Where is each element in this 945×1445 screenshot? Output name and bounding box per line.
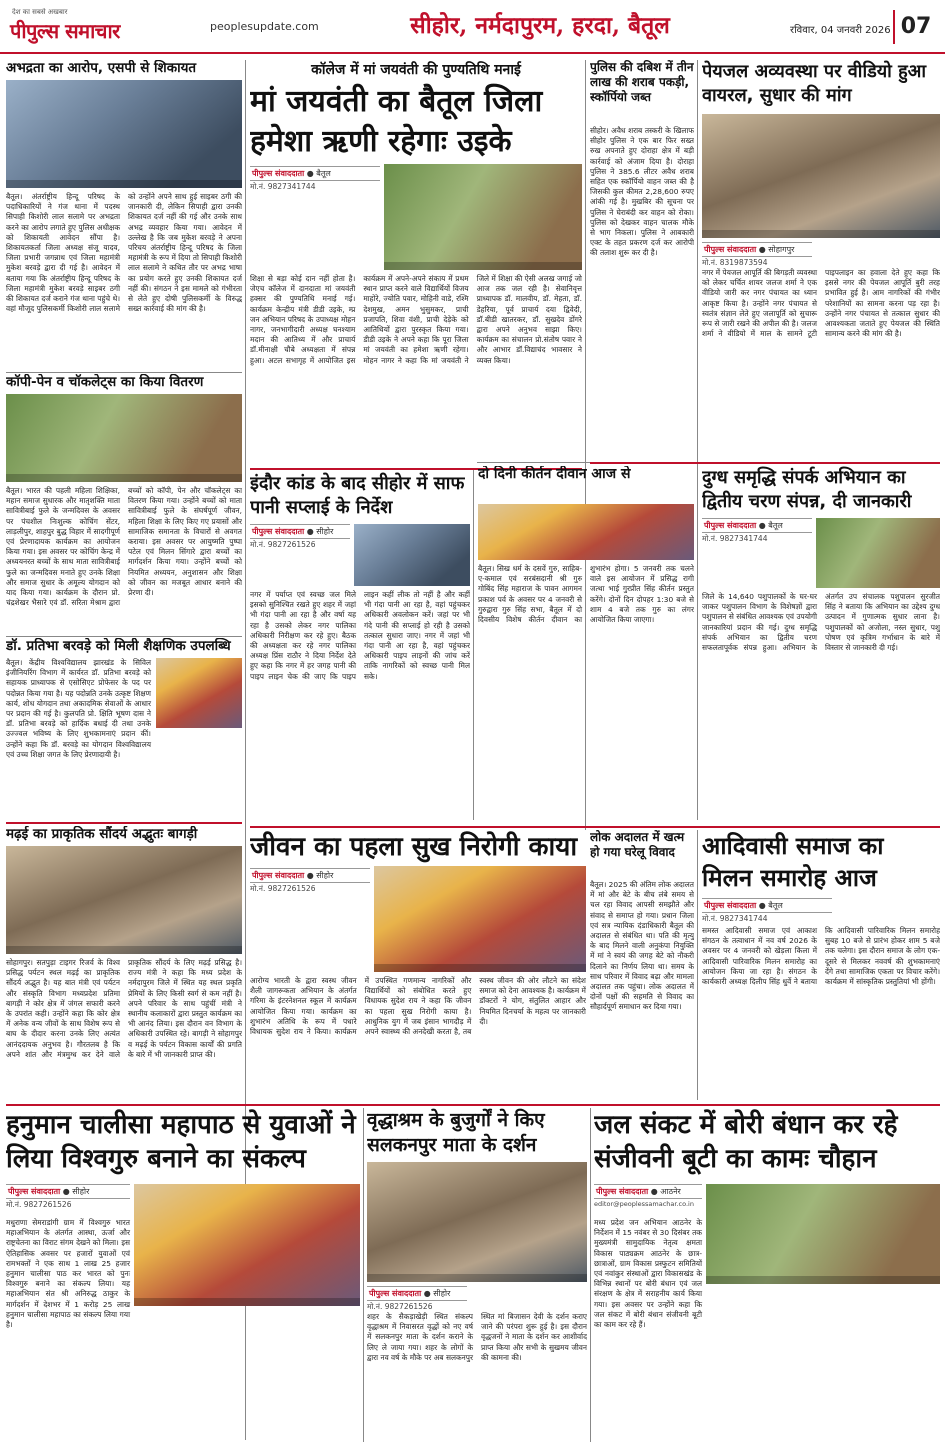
portrait-photo [156, 658, 242, 728]
story-old-age-home [367, 1108, 587, 1442]
byline-name: पीपुल्स संवाददाता [252, 527, 305, 536]
story-body: बैतूल। अंतर्राष्ट्रीय हिन्दू परिषद के पदाधिकारियों ने गंज थाना में पदस्थ सिपाही किशोरी लाल सलामे पर अभद्रता करने का आरोप लगाते हुए पुलिस अधीक्षक को शिकायती आवेदन सौंपा है। शिकायतकर्ता जिला अध्यक्ष संजू यादव, जिला प्रभारी जगन्नाथ एवं जिला महामंत्री मुकेश बरवड़े द्वारा दी गई है। आवेदन में बताया गया कि अंतर्राष्ट्रीय हिन्दू परिषद के जिला महामंत्री मुकेश बरवड़े साइबर ठगी की शिकायत दर्ज कराने गंज थाना पहुंचे थे। वहां मौजूद पुलिसकर्मी किशोरी लाल सलामे को उन्होंने अपने साथ हुई साइबर ठगी की जानकारी दी, लेकिन सिपाही द्वारा उनकी शिकायत दर्ज नहीं की गई और उनके साथ अभद्र व्यवहार किया गया। आवेदन में उल्लेख है कि जब मुकेश बरवड़े ने अपना परिचय अंतर्राष्ट्रीय हिन्दू परिषद के जिला महामंत्री के रूप में दिया तो सिपाही किशोरी लाल सलामे ने कथित तौर पर अभद्र भाषा का प्रयोग करते हुए उनकी शिकायत दर्ज नहीं की। संगठन ने इस मामले को गंभीरता से लेते हुए दोषी पुलिसकर्मी के विरुद्ध सख्त कार्रवाई की मांग की है। [6, 192, 242, 314]
byline: पीपुल्स संवाददाता ● सीहोर मो.नं. 9827261526 [250, 868, 370, 894]
ceremony-photo [384, 164, 582, 270]
story-sp-complaint [6, 60, 242, 370]
story-dr-pratibha [6, 638, 242, 822]
mobile-number: मो.नं. 9827261526 [250, 884, 316, 893]
byline: पीपुल्स संवाददाता ● बैतूल मो.नं. 9827341744 [702, 898, 832, 924]
story-water-video [702, 60, 940, 460]
region-title: सीहोर, नर्मदापुरम, हरदा, बैतूल [410, 12, 670, 39]
story-body: जिले के 14,640 पशुपालकों के घर-घर जाकर पशुपालन विभाग के विशेषज्ञों द्वारा पशुपालन से संबंधित आवश्यक एवं उपयोगी जानकारियां प्रदान की गई। दुग्ध समृद्धि संपर्क अभियान का द्वितीय चरण सफलतापूर्वक संपन्न हुआ। अभियान के अंतर्गत उप संचालक पशुपालन सुरजीत सिंह ने बताया कि अभियान का उद्देश्य दुग्ध उत्पादन में गुणात्मक सुधार लाना है। पशुपालकों को अजोला, नस्ल सुधार, पशु पोषण एवं कृत्रिम गर्भाधान के बारे में विस्तार से जानकारी दी गई। [702, 592, 940, 653]
mobile-number: मो.नं. 9827261526 [250, 540, 316, 549]
headline: इंदौर कांड के बाद सीहोर में साफ पानी सप्लाई के निर्देश [250, 473, 465, 518]
byline-name: पीपुल्स संवाददाता [369, 1289, 422, 1298]
issue-date: रविवार, 04 जनवरी 2026 [790, 25, 891, 36]
water-pipeline-photo [702, 114, 940, 238]
byline-name: पीपुल्स संवाददाता [252, 871, 305, 880]
gurudwara-photo [478, 504, 694, 560]
story-tribal [702, 830, 940, 1100]
story-copy-pen [6, 374, 242, 634]
headline: डॉ. प्रतिभा बरवड़े को मिली शैक्षणिक उपलब्धि [6, 638, 231, 654]
kicker: कॉलेज में मां जयवंती की पुण्यतिथि मनाई [311, 62, 521, 78]
byline: पीपुल्स संवाददाता ● सोहागपुर मो.नं. 8319873594 [702, 242, 812, 268]
byline: पीपुल्स संवाददाता ● सीहोर मो.नं. 9827261526 [250, 524, 350, 550]
story-body: सीहोर। अवैध शराब तस्करी के खिलाफ सीहोर पुलिस ने एक बार फिर सख्त रुख अपनाते हुए दोराहा क्षेत्र में बड़ी कार्रवाई को अंजाम दिया है। दोराहा पुलिस ने 385.6 लीटर अवैध शराब सहित एक स्कॉर्पियो वाहन जब्त की है जिसकी कुल कीमत 2,28,600 रुपए आंकी गई है। मुखबिर की सूचना पर पुलिस ने घेराबंदी कर वाहन को रोका। पुलिस को देखकर वाहन चालक मौके से भाग निकला। पुलिस ने आबकारी एक्ट के तहत प्रकरण दर्ज कर आरोपी की तलाश शुरू कर दी है। [590, 126, 694, 258]
contact-email: editor@peoplessamachar.co.in [594, 1200, 694, 1208]
byline-name: पीपुल्स संवाददाता [8, 1187, 61, 1196]
byline-place: बैतूल [316, 169, 331, 178]
byline: पीपुल्स संवाददाता ● बैतूल मो.नं. 9827341744 [250, 166, 380, 192]
story-body: बैतूल। केंद्रीय विश्वविद्यालय झारखंड के सिविल इंजीनियरिंग विभाग में कार्यरत डॉ. प्रतिभा बरवड़े को सहायक प्राध्यापक से एसोसिएट प्रोफेसर के पद पर पदोन्नत किया गया है। यह पदोन्नति उनके उत्कृष्ट शिक्षण कार्य, शोध योगदान तथा अकादमिक सेवाओं के आधार पर प्रदान की गई है। कुलपति प्रो. क्षिति भूषण दास ने डॉ. प्रतिभा बरवड़े को हार्दिक बधाई दी तथा उनके उज्ज्वल भविष्य के लिए शुभकामनाएं प्रदान कीं। उन्होंने कहा कि डॉ. बरवड़े का योगदान विश्वविद्यालय एवं उच्च शिक्षा जगत के लिए प्रेरणादायी है। [6, 658, 151, 759]
headline: अभद्रता का आरोप, एसपी से शिकायत [6, 60, 197, 76]
mobile-number: मो.नं. 9827341744 [702, 534, 768, 543]
headline: मढ़ई का प्राकृतिक सौंदर्य अद्भुतः बागड़ी [6, 826, 198, 842]
cattle-photo [816, 518, 940, 588]
mobile-number: मो.नं. 9827261526 [367, 1302, 433, 1311]
website-link[interactable]: peoplesupdate.com [210, 20, 319, 33]
byline-name: पीपुल्स संवाददाता [704, 901, 757, 910]
byline-place: बैतूल [768, 521, 783, 530]
headline: आदिवासी समाज का मिलन समारोह आज [702, 831, 884, 892]
story-dairy [702, 466, 940, 820]
byline-place: सीहोर [316, 871, 334, 880]
byline: पीपुल्स संवाददाता ● सीहोर मो.नं. 9827261526 [367, 1286, 467, 1312]
byline-place: आठनेर [660, 1187, 681, 1196]
story-body: आरोग्य भारती के द्वारा स्वस्थ जीवन शैली जागरूकता अभियान के अंतर्गत गरिमा के इंटरनेशनल स्कूल में कार्यक्रम आयोजित किया गया। कार्यक्रम का शुभारंभ अतिथि के रूप में पधारे विधायक सुदेश राय ने किया। कार्यक्रम में उपस्थित गणमान्य नागरिकों और विद्यार्थियों को संबोधित करते हुए विधायक सुदेश राय ने कहा कि जीवन का पहला सुख निरोगी काया है। आधुनिक युग में जब इंसान भागदौड़ में अपने स्वास्थ्य की अनदेखी करता है, तब स्वस्थ जीवन की ओर लौटने का संदेश समाज को देना आवश्यक है। कार्यक्रम में डॉक्टरों ने योग, संतुलित आहार और नियमित दिनचर्या के महत्व पर जानकारी दी। [250, 976, 586, 1037]
byline: पीपुल्स संवाददाता ● आठनेर editor@peoplessamachar.co.in [594, 1184, 702, 1208]
volunteers-photo [706, 1184, 940, 1284]
meeting-photo [354, 524, 470, 586]
story-body: सोहागपुर। सतपुड़ा टाइगर रिजर्व के विश्व प्रसिद्ध पर्यटन स्थल मढ़ई का प्राकृतिक सौंदर्य अद्भुत है। यह बात मंत्री एवं पर्यटन और संस्कृति विभाग मध्यप्रदेश प्रतिमा बागड़ी ने कोर क्षेत्र में जंगल सफारी करने के उपरांत कही। उन्होंने कहा कि कोर क्षेत्र में अनेक वन्य जीवों के साथ विशेष रूप से बाघ के दीदार करना उनके लिए अत्यंत आनंददायक अनुभव है। गौरतलब है कि अपने शांत और मंत्रमुग्ध कर देने वाले प्राकृतिक सौंदर्य के लिए मढ़ई प्रसिद्ध है। राज्य मंत्री ने कहा कि मध्य प्रदेश के नर्मदापुरम जिले में स्थित यह स्थल प्रकृति प्रेमियों के लिए किसी स्वर्ग से कम नहीं है। अपने परिवार के साथ पहुंचीं मंत्री ने स्थानीय कलाकारों द्वारा प्रस्तुत कार्यक्रम का भी आनंद लिया। इस दौरान वन विभाग के अधिकारी उपस्थित रहे। बागड़ी ने सोहागपुर व मढ़ई के पर्यटन विकास कार्यों की प्रगति के बारे में भी जानकारी प्राप्त की। [6, 958, 242, 1059]
headline: मां जयवंती का बैतूल जिला हमेशा ऋणी रहेगाः उइके [250, 84, 543, 159]
byline-name: पीपुल्स संवाददाता [704, 245, 757, 254]
headline: लोक अदालत में खत्म हो गया घरेलू विवाद [590, 830, 685, 859]
mobile-number: मो.नं. 8319873594 [702, 258, 768, 267]
story-jayvanti [250, 60, 582, 468]
story-body: मधुराणा सेमराडांगी ग्राम में विश्वगुरु भारत महाअभियान के अंतर्गत आस्था, ऊर्जा और राष्ट्रचेतना का विराट संगम देखने को मिला। इस ऐतिहासिक अवसर पर हजारों युवाओं एवं रामभक्तों ने एक साथ 1 लाख 25 हजार हनुमान चालीसा पाठ कर भारत को पुनः विश्वगुरु बनाने का संकल्प लिया। यह महाअभियान संत श्री अनिरुद्ध ठाकुर के मार्गदर्शन में देशभर में 1 करोड़ 25 लाख हनुमान चालीसा महापाठ का संकल्प लिया गया है। [6, 1218, 130, 1330]
byline-name: पीपुल्स संवाददाता [596, 1187, 649, 1196]
logo-tagline: देश का सबसे अखबार [12, 8, 68, 16]
mahapath-photo [134, 1184, 360, 1306]
byline-name: पीपुल्स संवाददाता [252, 169, 305, 178]
byline: पीपुल्स संवाददाता ● बैतूल मो.नं. 9827341744 [702, 518, 812, 544]
story-lok-adalat [590, 830, 694, 1100]
pilgrimage-photo [367, 1162, 587, 1282]
headline: पेयजल अव्यवस्था पर वीडियो हुआ वायरल, सुधार की मांग [702, 61, 927, 106]
story-bori-bandhan [594, 1108, 940, 1442]
health-event-photo [374, 866, 586, 972]
complaint-photo [6, 80, 242, 188]
mobile-number: मो.नं. 9827341744 [250, 182, 316, 191]
page-number: 07 [893, 10, 937, 44]
byline-name: पीपुल्स संवाददाता [704, 521, 757, 530]
story-body: नगर में पर्याप्त एवं स्वच्छ जल मिले इसको सुनिश्चित रखते हुए शहर में जहां भी गंदा पानी आ रहा है और वर्षा यह रहा है उसको लेकर नगर पालिका अधिकारी निरीक्षण कर रहे हुए। बैठक की अध्यक्षता कर रहे नगर पालिका अध्यक्ष प्रिंस राठौर ने दिया निर्देश देते हुए कहा कि नगर में हर जगह पानी की पाइप लाइन चेक की जाए कि पाइप लाइन कहीं लीक तो नहीं है और कहीं भी गंदा पानी आ रहा है, वहां पहुंचकर अधिकारी अवलोकन करें। जहां पर भी गंदे पानी की सप्लाई हो रही है उसको तत्काल सुधारा जाए। नगर में जहां भी गंदा पानी आ रहा है, वहां पहुंचकर अधिकारी पाइप लाइनों की जांच करें ताकि नागरिकों को स्वच्छ पानी मिल सके। [250, 590, 470, 681]
brand-name: पीपुल्स समाचार [10, 19, 120, 43]
story-indore [250, 472, 470, 824]
headline: दो दिनी कीर्तन दीवान आज से [478, 466, 631, 482]
minister-photo [6, 846, 242, 954]
masthead [0, 0, 945, 54]
headline: वृद्धाश्रम के बुजुर्गों ने किए सलकनपुर माता के दर्शन [367, 1109, 545, 1156]
story-body: समस्त आदिवासी समाज एवं आकाश संगठन के तत्वाधान में नव वर्ष 2026 के अवसर पर 4 जनवरी को खेड़ला किला में आदिवासी पारिवारिक मिलन समारोह का आयोजन किया जा रहा है। संगठन के कार्यकारी अध्यक्ष दिलीप सिंह धुर्वे ने बताया कि आदिवासी पारिवारिक मिलन समारोह सुबह 10 बजे से प्रारंभ होकर शाम 5 बजे तक चलेगा। इस दौरान समाज के लोग एक-दूसरे से मिलकर नववर्ष की शुभकामनाएं देंगे तथा सामाजिक एकता पर विचार करेंगे। कार्यक्रम में सांस्कृतिक प्रस्तुतियां भी होंगी। [702, 926, 940, 987]
byline-place: सीहोर [316, 527, 334, 536]
headline: जल संकट में बोरी बंधान कर रहे संजीवनी बूटी का कामः चौहान [594, 1110, 898, 1174]
story-madhai [6, 826, 242, 1102]
mobile-number: मो.नं. 9827341744 [702, 914, 768, 923]
story-kirtan [478, 466, 694, 822]
story-healthy-life [250, 830, 586, 1100]
byline-place: सीहोर [72, 1187, 90, 1196]
story-body: मध्य प्रदेश जन अभियान आठनेर के निर्देशन में 15 नवंबर से 30 दिसंबर तक मुख्यमंत्री सामुदायिक नेतृत्व क्षमता विकास पाठ्यक्रम आठनेर के छात्र-छात्राओं, ग्राम विकास प्रस्फुटन समितियों एवं नवांकुर संस्थाओं द्वारा विकासखंड के विभिन्न स्थानों पर बोरी बंधान एवं जल संरक्षण के क्षेत्र में सराहनीय कार्य किया गया। इस अवसर पर उन्होंने कहा कि जल संकट में बोरी बंधान संजीवनी बूटी का काम कर रहे हैं। [594, 1218, 702, 1330]
children-photo [6, 394, 242, 482]
headline: पुलिस की दबिश में तीन लाख की शराब पकड़ी, स्कॉर्पियो जब्त [590, 60, 694, 104]
byline: पीपुल्स संवाददाता ● सीहोर मो.नं. 9827261526 [6, 1184, 130, 1210]
byline-place: बैतूल [768, 901, 783, 910]
story-body: शहर के सैकड़ाखेड़ी स्थित संकल्प वृद्धाश्रम में निवासरत वृद्धों को नए वर्ष में सलकनपुर माता के दर्शन कराने के लिए ले जाया गया। शहर के लोगों के द्वारा नव वर्ष के मौके पर अब सलकनपुर स्थित मां बिजासन देवी के दर्शन कराए जाने की परंपरा शुरू हुई है। इस दौरान वृद्धजनों ने माता के दर्शन कर आशीर्वाद प्राप्त किया और सभी के सुखमय जीवन की कामना की। [367, 1312, 587, 1362]
newspaper-logo [8, 8, 208, 44]
byline-place: सोहागपुर [768, 245, 795, 254]
headline: हनुमान चालीसा महापाठ से युवाओं ने लिया विश्वगुरु बनाने का संकल्प [6, 1110, 356, 1174]
headline: जीवन का पहला सुख निरोगी काया [250, 832, 578, 862]
story-body: शिक्षा से बड़ा कोई दान नहीं होता है। जेएच कॉलेज में दानदाता मां जयवंती हक्सर की पुण्यतिथि मनाई गई। कार्यक्रम केन्द्रीय मंत्री डीडी उइके, म्प्र जन अभियान परिषद के उपाध्यक्ष मोहन नागर, जनभागीदारी अध्यक्ष घनश्याम मदान की आतिथ्य में और प्राचार्य डॉ.मीनाक्षी चौबे अध्यक्षता में संपन्न हुआ। अटल सभागृह में आयोजित इस कार्यक्रम में अपने-अपने संकाय में प्रथम स्थान प्राप्त करने वाले विद्यार्थियों विजय माहोरे, ज्योति पवार, मोहिनी वाडे, रश्मि देशमुख, अमन भुसुमकर, प्राची प्रजापति, शिवा वंशी, प्राची देड़ेके को आतिथियों द्वारा पुरस्कृत किया गया। डीडी उइके ने अपने कहा कि पूरा जिला मां जयवंती का हमेशा ऋणी रहेगा। मोहन नागर ने कहा कि मां जयवंती ने जिले में शिक्षा की ऐसी अलख जगाई जो आज तक जल रही है। सेवानिवृत्त प्राध्यापक डॉ. मालवीय, डॉ. मेहता, डॉ. डेहरिया, पूर्व प्राचार्य दया द्विवेदी, डॉ.बीडी खातरकर, डॉ. सुखदेव डोंगरे द्वारा अपने अनुभव साझा किए। कार्यक्रम का संचालन प्रो.संतोष पवार ने और आभार डॉ.विद्याचंद भावसार ने व्यक्त किया। [250, 274, 582, 365]
story-body: बैतूल। सिख धर्म के दसवें गुरु, साहिब-ए-कमाल एवं सरबंसदानी श्री गुरु गोबिंद सिंह महाराज के पावन आगमन प्रकाश पर्व के अवसर पर 4 जनवरी से गुरुद्वारा गुरु सिंह सभा, बैतूल में दो दिवसीय विशेष कीर्तन दीवान का शुभारंभ होगा। 5 जनवरी तक चलने वाले इस आयोजन में प्रसिद्ध रागी जत्था भाई गुरप्रीत सिंह कीर्तन प्रस्तुत करेंगे। दोनों दिन दोपहर 1:30 बजे से शाम 4 बजे तक गुरु का लंगर आयोजित किया जाएगा। [478, 564, 694, 625]
story-body: नगर में पेयजल आपूर्ति की बिगड़ती व्यवस्था को लेकर चर्चित शायर जलज शर्मा ने एक वीडियो जारी कर नगर पंचायत का ध्यान आकृष्ट किया है। उन्होंने नगर पंचायत से स्वतंत्र संज्ञान लेते हुए जलापूर्ति को सुचारू रूप से जारी रखने की अपील की है। जलज शर्मा ने वीडियो में माल के सामने टूटी पाइपलाइन का हवाला देते हुए कहा कि इससे नगर की पेयजल आपूर्ति बुरी तरह प्रभावित हुई है। आम नागरिकों की गंभीर परेशानियों का सामना करना पड़ रहा है। उन्होंने नगर पंचायत से तत्काल सुधार की आवश्यकता जताते हुए पेयजल की स्थिति सामान्य करने की मांग की है। [702, 268, 940, 339]
story-hanuman-chalisa [6, 1108, 360, 1442]
mobile-number: मो.नं. 9827261526 [6, 1200, 72, 1209]
story-police-raid [590, 60, 694, 458]
headline: कॉपी-पेन व चॉकलेट्स का किया वितरण [6, 374, 204, 390]
story-body: बैतूल। 2025 की अंतिम लोक अदालत में मां और बेटे के बीच लंबे समय से चल रहा विवाद आपसी समझौते और संवाद से समाप्त हो गया। प्रधान जिला एवं सत्र न्यायिक दंडाधिकारी बैतूल की अदालत से संबंधित था। पति की मृत्यु के बाद मिलने वाली अनुकंपा नियुक्ति में मां ने स्वयं की जगह बेटे को नौकरी दिलाने का निर्णय लिया था। समय के साथ परिवार में विवाद बढ़ा और मामला अदालत तक पहुंचा। लोक अदालत में दोनों पक्षों की सहमति से विवाद का सौहार्दपूर्ण समाधान कर दिया गया। [590, 880, 694, 1012]
headline: दुग्ध समृद्धि संपर्क अभियान का द्वितीय चरण संपन्न, दी जानकारी [702, 467, 912, 512]
byline-place: सीहोर [433, 1289, 451, 1298]
story-body: बैतूल। भारत की पहली महिला शिक्षिका, महान समाज सुधारक और मातृशक्ति माता सावित्रीबाई फुले के जन्मदिवस के अवसर पर पंचशील निःशुल्क कोचिंग सेंटर, लाड़लीपुर, शाहपुर बुद्ध विहार में सादगीपूर्ण एवं प्रेरणादायक कार्यक्रम का आयोजन किया गया। इस अवसर पर कोचिंग केन्द्र में अध्ययनरत बच्चों के साथ माता सावित्रीबाई फुले का जन्मदिवस मनाते हुए उनके शिक्षा और समाज सुधार के अमूल्य योगदान को याद किया गया। कार्यक्रम के दौरान प्रो. चंद्रशेखर भैसारे एवं डॉ. सरिता मेश्राम द्वारा बच्चों को कॉपी, पेन और चॉकलेट्स का वितरण किया गया। उन्होंने बच्चों को माता सावित्रीबाई फुले के संघर्षपूर्ण जीवन, महिला शिक्षा के लिए किए गए प्रयासों और सामाजिक समानता के विचारों से अवगत कराया। इस अवसर पर आयुष्मति पुष्पा पटेल एवं मिलन सिंगारे द्वारा बच्चों का मार्गदर्शन किया गया। उन्होंने बच्चों को नियमित अध्ययन, अनुशासन और शिक्षा को जीवन का मजबूत आधार बनाने की प्रेरणा दी। [6, 486, 242, 608]
